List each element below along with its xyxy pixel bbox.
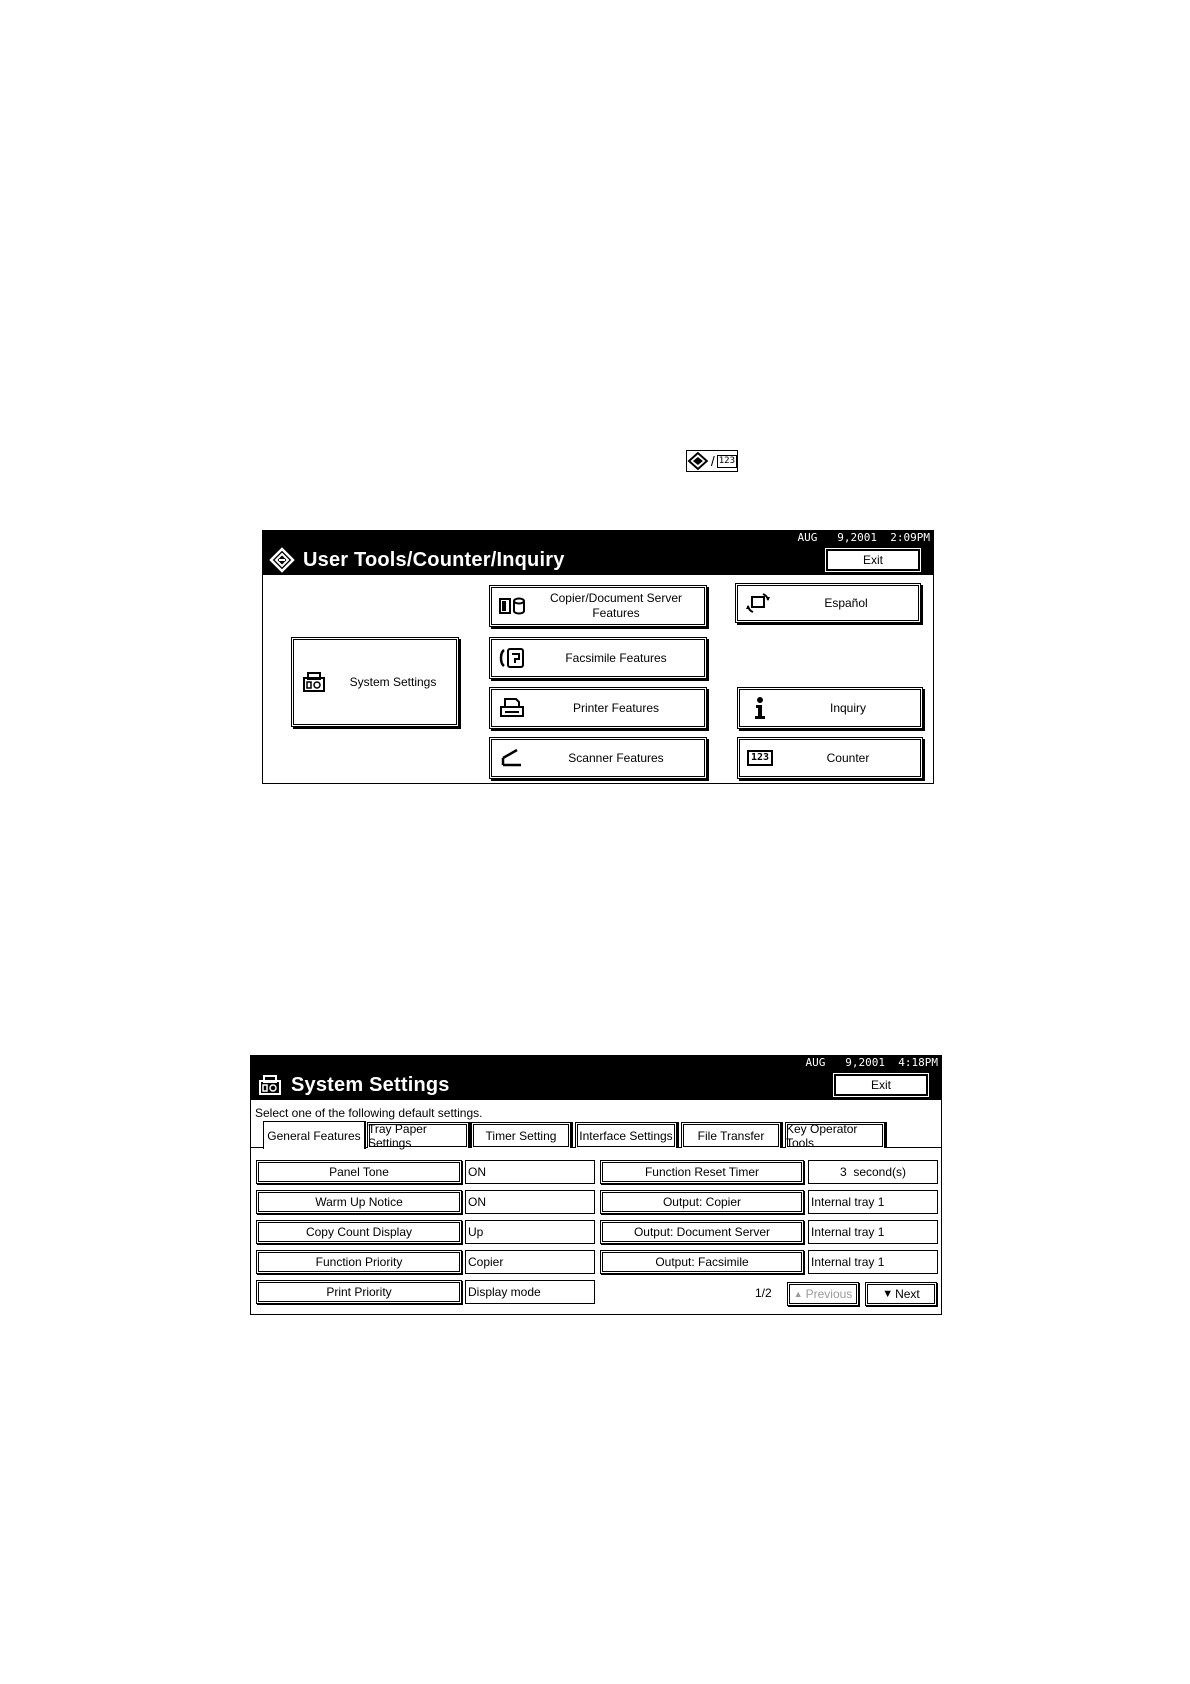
exit-button[interactable]: Exit xyxy=(825,548,921,572)
output-copier-value: Internal tray 1 xyxy=(808,1190,938,1214)
panel-tone-button[interactable]: Panel Tone xyxy=(256,1160,462,1184)
tab-key-operator-tools[interactable]: Key Operator Tools xyxy=(785,1122,885,1148)
slash-separator: / xyxy=(710,453,715,469)
user-tools-diamond-icon xyxy=(269,548,295,572)
counter-label: Counter xyxy=(826,750,870,765)
next-button[interactable] xyxy=(865,1282,937,1306)
facsimile-features-label: Facsimile Features xyxy=(565,650,667,665)
copier-label-line2: Features xyxy=(592,606,640,620)
print-priority-button[interactable]: Print Priority xyxy=(256,1280,462,1304)
info-icon xyxy=(738,696,782,720)
counter-icon xyxy=(738,750,782,766)
print-priority-value: Display mode xyxy=(465,1280,595,1304)
copier-document-server-icon xyxy=(490,596,534,616)
language-espanol-label: Español xyxy=(824,595,868,610)
counter-icon-text: 123 xyxy=(747,750,773,766)
copier-label-line1: Copier/Document Server xyxy=(549,591,683,605)
printer-icon xyxy=(490,697,534,719)
system-settings-icon xyxy=(292,671,336,693)
date-time-display: AUG 9,2001 4:18PM xyxy=(251,1056,941,1070)
user-tools-counter-key-icon xyxy=(686,450,738,472)
copy-count-display-button[interactable]: Copy Count Display xyxy=(256,1220,462,1244)
copier-document-server-features-button[interactable] xyxy=(489,585,707,627)
tab-file-transfer[interactable]: File Transfer xyxy=(681,1122,781,1148)
settings-tabs xyxy=(263,1122,941,1148)
counter-button[interactable] xyxy=(737,737,923,779)
system-settings-label: System Settings xyxy=(349,674,437,689)
inquiry-button[interactable] xyxy=(737,687,923,729)
system-settings-button[interactable] xyxy=(291,637,459,727)
language-espanol-button[interactable] xyxy=(735,583,921,623)
tab-general-features[interactable]: General Features xyxy=(263,1121,365,1149)
page-title: User Tools/Counter/Inquiry xyxy=(303,548,565,571)
next-label: Next xyxy=(895,1287,920,1301)
output-document-server-value: Internal tray 1 xyxy=(808,1220,938,1244)
page-indicator: 1/2 xyxy=(755,1286,772,1300)
copier-document-server-label xyxy=(534,591,706,621)
warm-up-notice-button[interactable]: Warm Up Notice xyxy=(256,1190,462,1214)
scanner-icon xyxy=(490,747,534,769)
date-time-display: AUG 9,2001 2:09PM xyxy=(263,531,933,545)
system-settings-panel xyxy=(250,1055,942,1315)
facsimile-features-button[interactable] xyxy=(489,637,707,679)
output-facsimile-value: Internal tray 1 xyxy=(808,1250,938,1274)
exit-button[interactable]: Exit xyxy=(833,1073,929,1097)
output-document-server-button[interactable]: Output: Document Server xyxy=(600,1220,804,1244)
copy-count-display-value: Up xyxy=(465,1220,595,1244)
facsimile-icon xyxy=(490,647,534,669)
counter-icon-text: 123 xyxy=(718,455,735,466)
panel-tone-value: ON xyxy=(465,1160,595,1184)
function-reset-timer-button[interactable]: Function Reset Timer xyxy=(600,1160,804,1184)
scanner-features-button[interactable] xyxy=(489,737,707,779)
triangle-down-icon: ▼ xyxy=(882,1288,894,1300)
system-settings-icon xyxy=(257,1073,283,1097)
tab-timer-setting[interactable]: Timer Setting xyxy=(471,1122,571,1148)
output-copier-button[interactable]: Output: Copier xyxy=(600,1190,804,1214)
inquiry-label: Inquiry xyxy=(829,700,867,715)
printer-features-label: Printer Features xyxy=(572,700,660,715)
user-tools-panel xyxy=(262,530,934,784)
scanner-features-label: Scanner Features xyxy=(568,750,664,765)
warm-up-notice-value: ON xyxy=(465,1190,595,1214)
triangle-up-icon: ▲ xyxy=(793,1289,803,1299)
printer-features-button[interactable] xyxy=(489,687,707,729)
instruction-text: Select one of the following default settings. xyxy=(255,1106,483,1120)
language-switch-icon xyxy=(736,592,780,614)
tab-tray-paper-settings[interactable]: Tray Paper Settings xyxy=(367,1122,469,1148)
function-priority-button[interactable]: Function Priority xyxy=(256,1250,462,1274)
page-title: System Settings xyxy=(291,1073,450,1096)
function-priority-value: Copier xyxy=(465,1250,595,1274)
function-reset-timer-value: 3 second(s) xyxy=(808,1160,938,1184)
output-facsimile-button[interactable]: Output: Facsimile xyxy=(600,1250,804,1274)
tab-interface-settings[interactable]: Interface Settings xyxy=(575,1122,677,1148)
user-tools-diamond-icon xyxy=(687,452,709,470)
previous-label: Previous xyxy=(805,1287,853,1301)
previous-button[interactable] xyxy=(787,1282,859,1306)
